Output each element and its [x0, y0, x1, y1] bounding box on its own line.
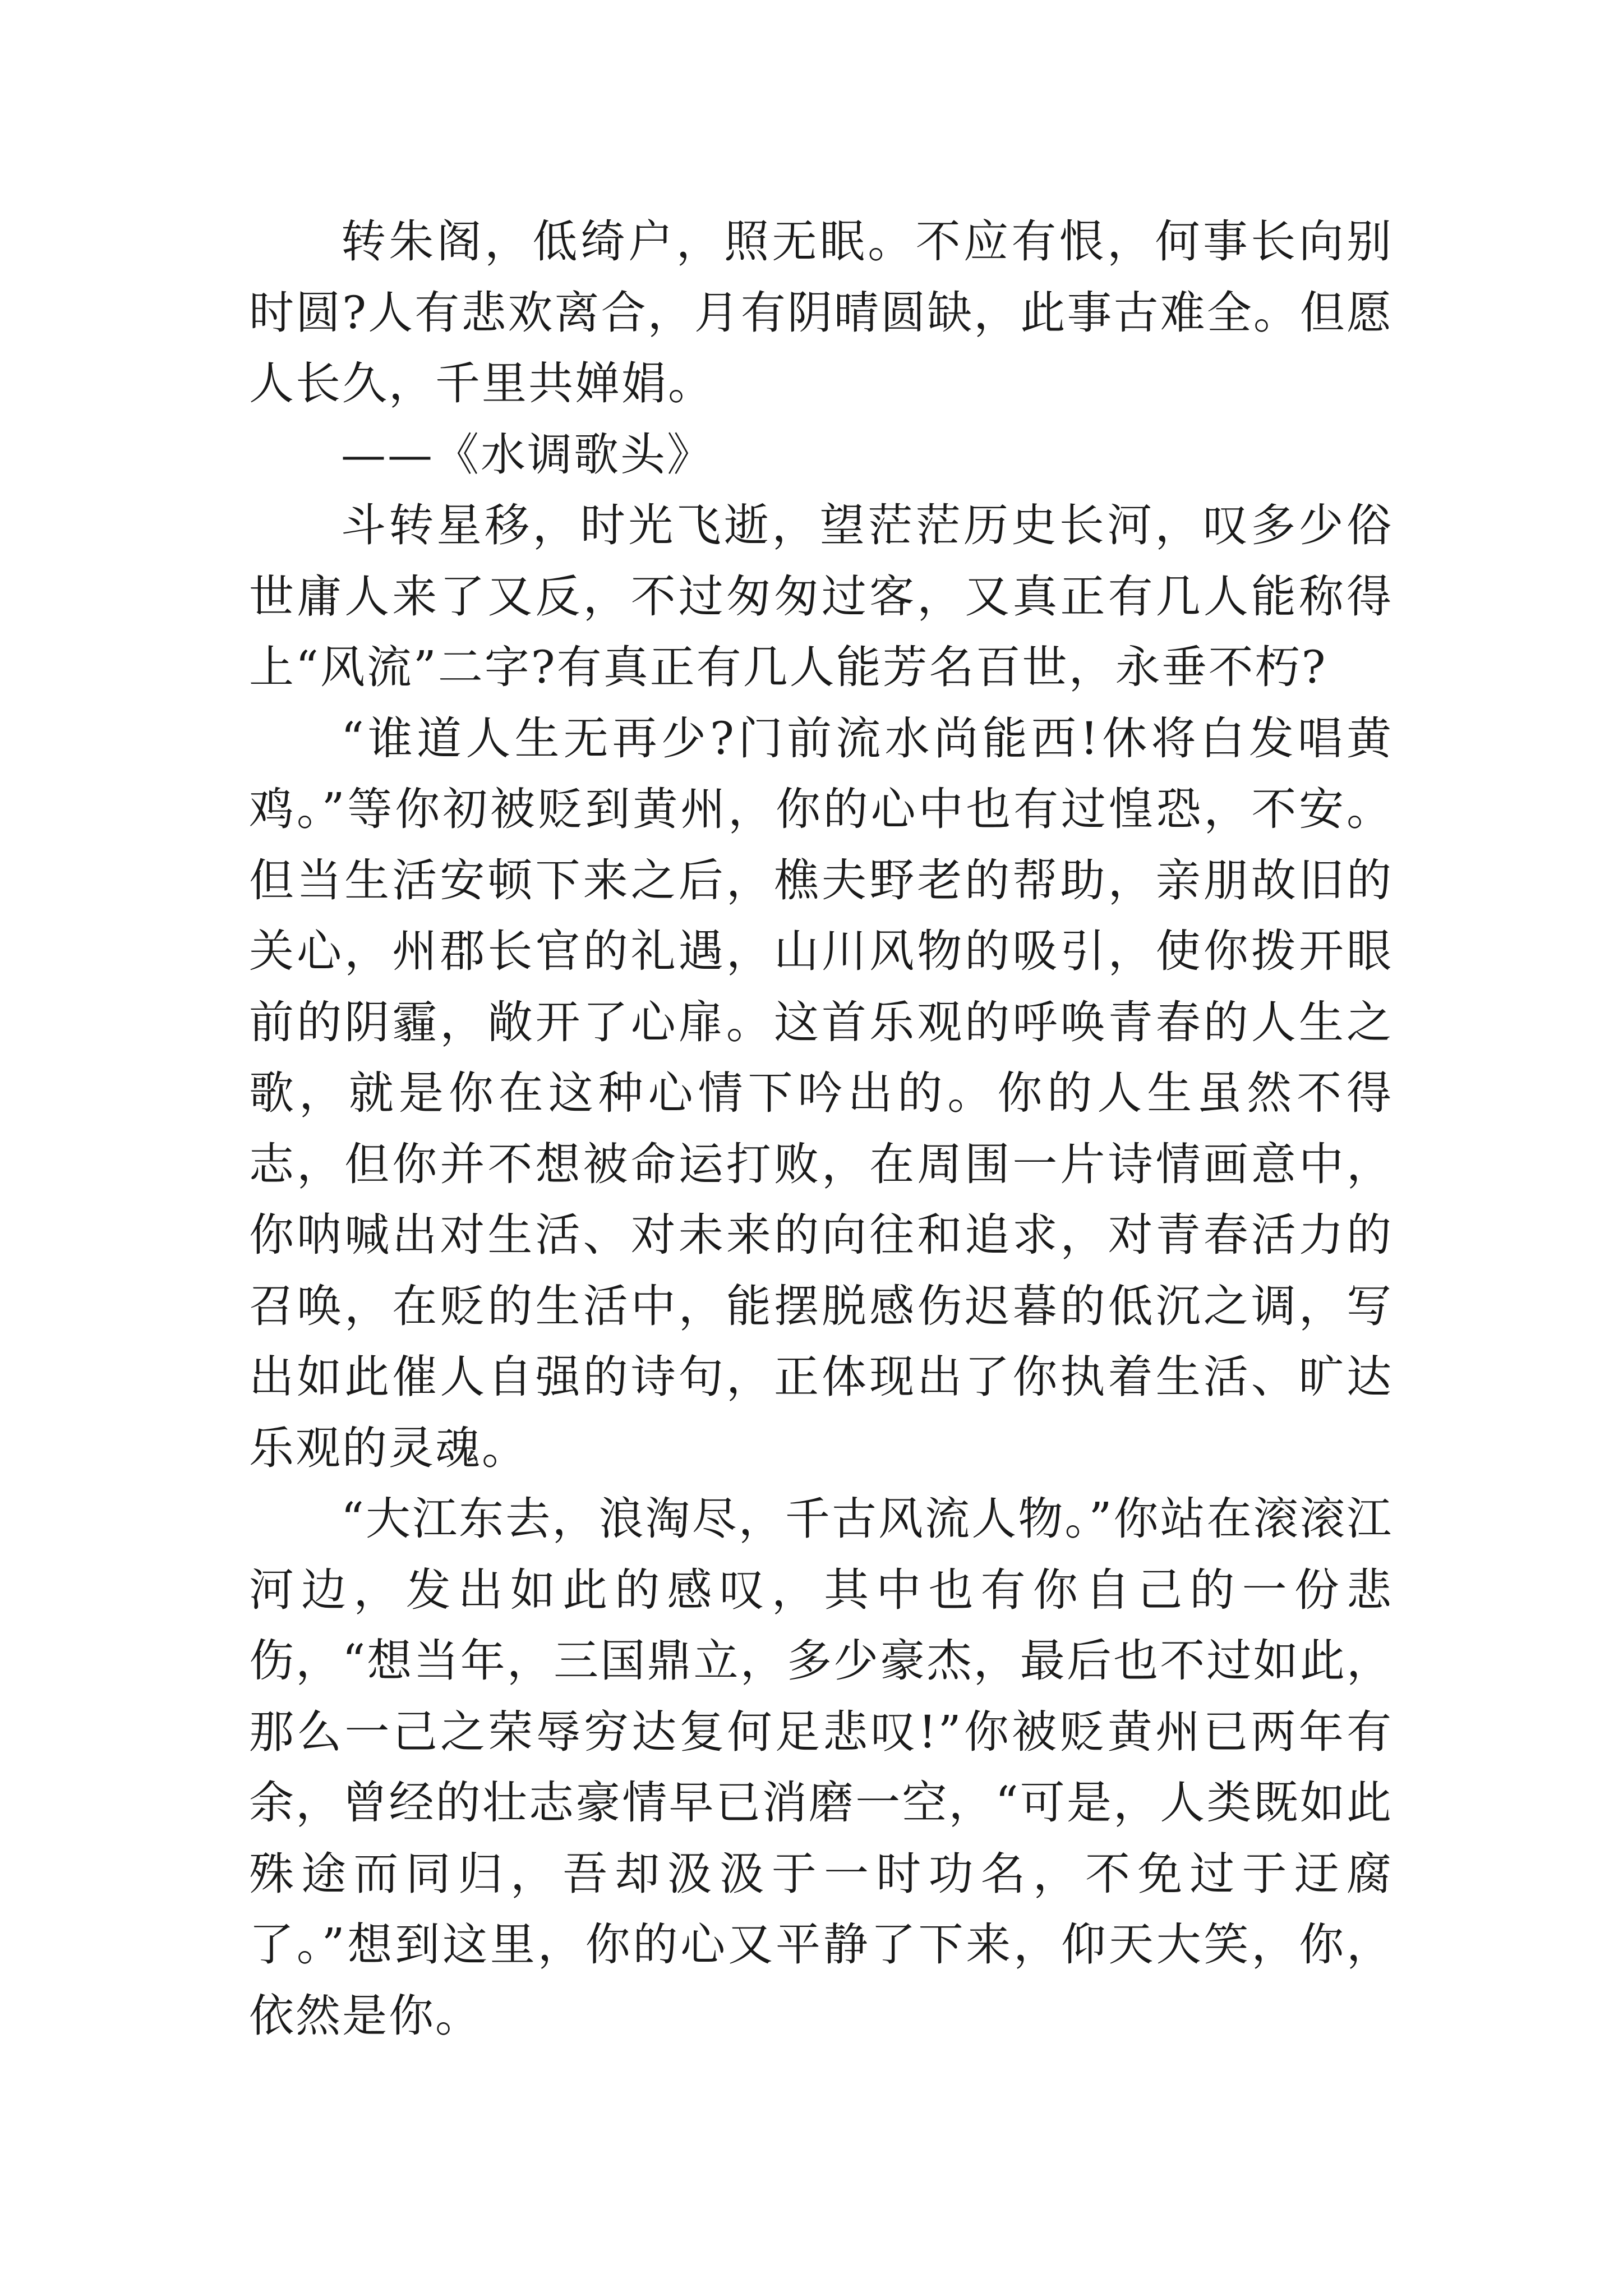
body-text: [249, 206, 1393, 2051]
poem-attribution: ——《水调歌头》: [341, 428, 713, 481]
paragraph-huangzhou: “谁道人生无再少?门前流水尚能西!休将白发唱黄鸡。”等你初被贬到黄州，你的心中也有过惶恐，不安。但当生活安顿下来之后，樵夫野老的帮助，亲朋故旧的关心，州郡长官的礼遇，山川风物的吸引，使你拨开眼前的阴霾，敞开了心扉。这首乐观的呼唤青春的人生之歌，就是你在这种心情下吟出的。你的人生虽然不得志，但你并不想被命运打败，在周围一片诗情画意中，你呐喊出对生活、对未来的向往和追求，对青春活力的召唤，在贬的生活中，能摆脱感伤迟暮的低沉之调，写出如此催人自强的诗句，正体现出了你执着生活、旷达乐观的灵魂。: [249, 712, 1393, 1474]
paragraph-dajiang: “大江东去，浪淘尽，千古风流人物。”你站在滚滚江河边，发出如此的感叹，其中也有你自己的一份悲伤，“想当年，三国鼎立，多少豪杰，最后也不过如此，那么一己之荣辱穷达复何足悲叹!”你被贬黄州已两年有余，曾经的壮志豪情早已消磨一空，“可是，人类既如此殊途而同归，吾却汲汲于一时功名，不免过于迂腐了。”想到这里，你的心又平静了下来，仰天大笑，你，依然是你。: [249, 1493, 1393, 2042]
paragraph-poem-excerpt: 转朱阁，低绮户，照无眠。不应有恨，何事长向别时圆?人有悲欢离合，月有阴晴圆缺，此事古难全。但愿人长久，千里共婵娟。: [249, 215, 1393, 409]
paragraph-intro: 斗转星移，时光飞逝，望茫茫历史长河，叹多少俗世庸人来了又反，不过匆匆过客，又真正有几人能称得上“风流”二字?有真正有几人能芳名百世，永垂不朽?: [249, 499, 1393, 693]
